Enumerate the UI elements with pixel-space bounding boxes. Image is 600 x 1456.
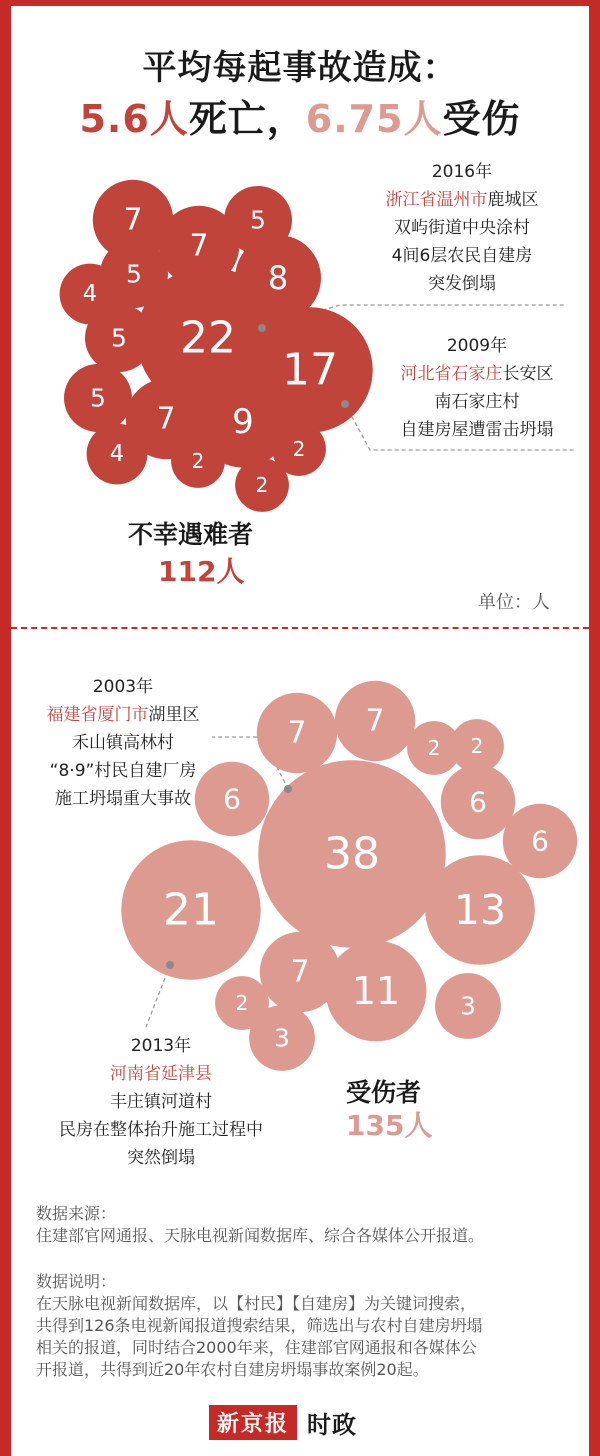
annotation-2016: 2016年 浙江省温州市鹿城区 双屿街道中央涂村 4间6层农民自建房 突发倒塌: [385, 162, 539, 294]
bubble-value-label: 2: [427, 736, 441, 760]
bubble-value-label: 21: [163, 884, 219, 936]
bubble-value-label: 6: [531, 824, 549, 858]
unit-label: 单位：人: [478, 592, 550, 613]
leader-dot: [284, 785, 292, 793]
avg-injuries: 6.75人: [305, 97, 443, 141]
bubble-value-label: 17: [282, 344, 338, 396]
bubble-value-label: 6: [223, 782, 241, 816]
bubble-value-label: 2: [255, 473, 269, 497]
newspaper-logo: 新京报: [209, 1405, 297, 1440]
avg-deaths: 5.6人: [79, 97, 189, 141]
bubble-value-label: 22: [180, 312, 236, 364]
section-divider: [11, 627, 589, 629]
annotation-2009: 2009年 河北省石家庄长安区 南石家庄村 自建房屋遭雷击坍塌: [400, 336, 554, 440]
page-subtitle: 5.6人死亡，6.75人受伤: [79, 97, 521, 141]
injuries-total: 135人: [346, 1109, 433, 1142]
footer-brand: [209, 1405, 357, 1439]
bubble-value-label: 5: [250, 205, 266, 235]
bubble-value-label: 7: [123, 202, 143, 238]
bubble-value-label: 4: [109, 441, 125, 467]
data-description: 数据说明： 在天脉电视新闻数据库，以【村民】【自建房】为关键词搜索， 共得到126条电视新闻报道搜索结果，筛选出与农村自建房坍塌 相关的报道，同时结合2000年来，住建部官网通报和各媒体公 开报道，共得到近20年农村自建房坍塌事故案例20起。: [36, 1272, 483, 1379]
annotation-2013: 2013年 河南省延津县 丰庄镇河道村 民房在整体抬升施工过程中 突然倒塌: [59, 1036, 263, 1168]
bubble-value-label: 13: [453, 886, 507, 934]
bubble-value-label: 6: [469, 785, 487, 819]
bubble-value-label: 3: [274, 1023, 290, 1053]
bubble-value-label: 7: [287, 715, 307, 751]
leader-dot: [166, 961, 174, 969]
deaths-total: 112人: [158, 555, 245, 588]
page-title: 平均每起事故造成：: [142, 48, 458, 88]
bubble-value-label: 3: [460, 991, 476, 1021]
bubble-value-label: 11: [351, 969, 401, 1013]
bubble-value-label: 5: [111, 323, 127, 353]
bubble-value-label: 7: [290, 954, 310, 990]
leader-dot: [341, 400, 349, 408]
bubble-value-label: 38: [324, 828, 380, 880]
deaths-label: 不幸遇难者: [128, 520, 254, 549]
section-name: 时政: [307, 1410, 358, 1439]
bubble-value-label: 4: [82, 281, 98, 307]
bubble-value-label: 9: [232, 402, 254, 442]
bubble-value-label: 7: [156, 401, 176, 437]
bubble-value-label: 5: [126, 259, 142, 289]
bubble-value-label: 2: [235, 991, 249, 1015]
data-source: 数据来源： 住建部官网通报、天脉电视新闻数据库、综合各媒体公开报道。: [36, 1204, 485, 1245]
annotation-2003: 2003年 福建省厦门市湖里区 禾山镇高林村 “8·9”村民自建厂房 施工坍塌重大事故: [46, 677, 200, 809]
injuries-label: 受伤者: [346, 1078, 422, 1107]
leader-dot: [258, 324, 266, 332]
bubble-value-label: 5: [90, 383, 106, 413]
bubble-value-label: 2: [470, 734, 484, 758]
bubble-value-label: 2: [292, 437, 306, 461]
bubble-value-label: 7: [189, 228, 209, 264]
bubble-value-label: 7: [365, 703, 385, 739]
bubble-value-label: 8: [267, 259, 289, 297]
bubble-value-label: 2: [191, 449, 205, 473]
